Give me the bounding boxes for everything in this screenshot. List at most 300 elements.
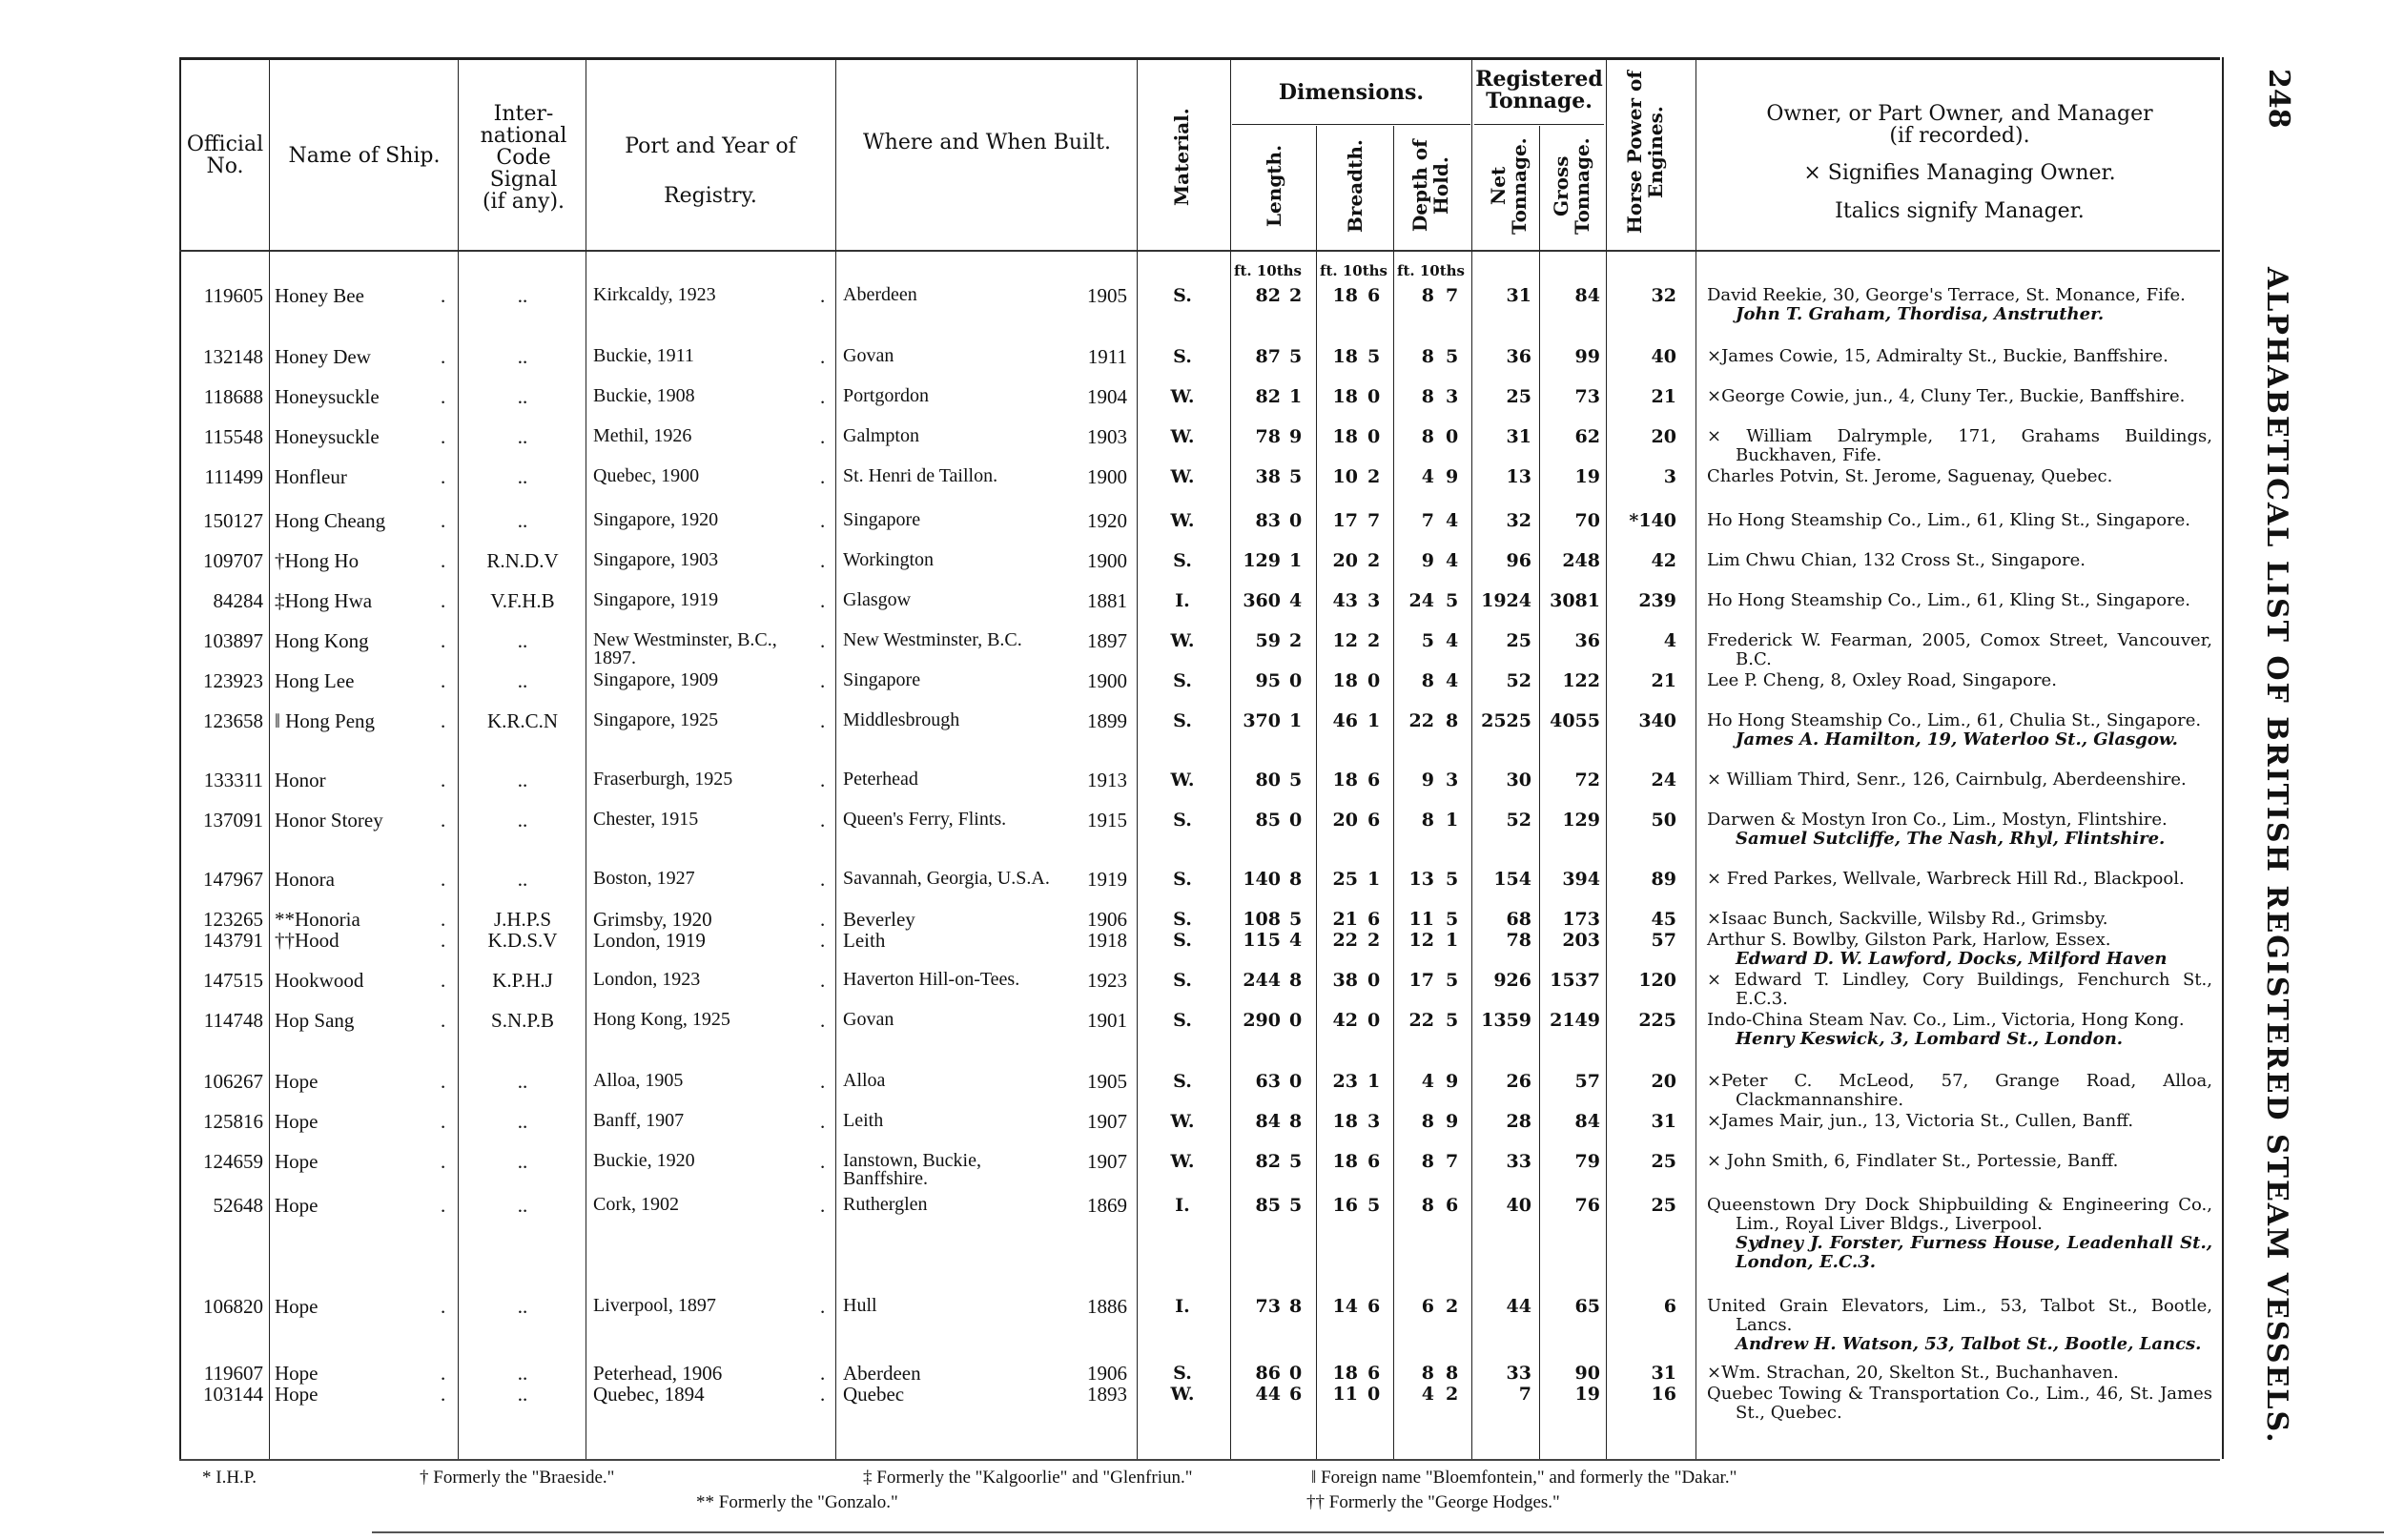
port-leader: . [820,1194,826,1217]
ship-name-leader: . [441,709,446,732]
gross-tonnage: 76 [1574,1195,1600,1216]
depth-ft: 22 [1408,1010,1434,1031]
port-leader: . [820,868,826,891]
material: W. [1170,466,1195,487]
owner-name: ×Peter C. McLeod, 57, Grange Road, Alloa, Clackmannanshire. [1707,1071,2212,1110]
owner-entry [1707,1385,2212,1423]
breadth-ft: 10 [1332,466,1358,487]
col-divider [1539,126,1540,1459]
horse-power: 40 [1651,346,1676,367]
depth-tenths: 9 [1446,466,1459,487]
year-built: 1906 [1087,1362,1127,1385]
place-built: Govan [843,345,894,366]
port-registry: Banff, 1907 [593,1110,685,1131]
length-tenths: 5 [1289,1151,1303,1172]
ship-name-leader: . [441,669,446,692]
material: I. [1175,590,1190,611]
owner-name: × John Smith, 6, Findlater St., Portessie, Banff. [1707,1151,2119,1171]
breadth-tenths: 0 [1367,670,1381,691]
ship-name: **Honoria [275,908,360,931]
port-registry: Quebec, 1900 [593,465,700,486]
port-registry: Buckie, 1908 [593,385,695,406]
horse-power: 20 [1651,1071,1676,1092]
port-leader: . [820,1362,826,1385]
breadth-ft: 18 [1332,346,1358,367]
length-tenths: 1 [1289,710,1303,731]
owner-name: Ho Hong Steamship Co., Lim., 61, Kling St., Singapore. [1707,590,2191,610]
official-no: 109707 [203,549,263,572]
ship-name: Honfleur [275,465,347,488]
breadth-tenths: 0 [1367,386,1381,407]
gross-tonnage: 1537 [1550,970,1600,991]
port-leader: . [820,1009,826,1032]
port-leader: . [820,1070,826,1093]
official-no: 119605 [203,284,263,307]
port-registry: Methil, 1926 [593,425,692,446]
length-tenths: 4 [1289,930,1303,951]
depth-tenths: 2 [1446,1296,1459,1317]
ship-name: Hope [275,1383,319,1406]
horse-power: 225 [1638,1010,1676,1031]
net-tonnage: 28 [1506,1111,1531,1132]
gross-tonnage: 248 [1562,550,1600,571]
net-tonnage: 44 [1506,1296,1531,1317]
length-tenths: 0 [1289,670,1303,691]
header-hp: Horse Power of Engines. [1623,71,1667,235]
breadth-tenths: 2 [1367,550,1381,571]
depth-tenths: 5 [1446,1010,1459,1031]
ship-name: Honora [275,868,335,891]
header-owner-sub: (if recorded). [1889,124,2030,148]
port-leader: . [820,1383,826,1406]
net-tonnage: 13 [1506,466,1531,487]
place-built: Singapore [843,509,921,530]
material: I. [1175,1296,1190,1317]
year-built: 1901 [1087,1009,1127,1032]
port-registry: Fraserburgh, 1925 [593,769,733,790]
year-built: 1886 [1087,1295,1127,1318]
length-tenths: 0 [1289,1071,1303,1092]
depth-tenths: 1 [1446,810,1459,831]
port-registry: Singapore, 1925 [593,709,719,730]
horse-power: 45 [1651,909,1676,930]
ship-name-leader: . [441,1194,446,1217]
header-dimensions: Dimensions. [1278,80,1425,105]
code-signal: .. [517,284,528,307]
length-tenths: 4 [1289,590,1303,611]
gross-tonnage: 122 [1562,670,1600,691]
depth-ft: 13 [1408,869,1434,890]
material: S. [1173,346,1192,367]
ship-name: Hookwood [275,969,364,992]
year-built: 1919 [1087,868,1127,891]
ship-name: Hope [275,1150,319,1173]
place-built: Singapore [843,669,921,690]
owner-entry [1707,467,2212,486]
header-owner-note-italics: Italics signify Manager. [1835,199,2085,223]
place-built: Alloa [843,1070,886,1091]
year-built: 1915 [1087,809,1127,832]
port-registry: Buckie, 1911 [593,345,694,366]
owner-entry [1707,1011,2212,1049]
port-leader: . [820,929,826,952]
ship-name-leader: . [441,908,446,931]
page-bottom-rule [372,1531,2384,1533]
gross-tonnage: 203 [1562,930,1600,951]
footnote-double-double-dagger: †† Formerly the "George Hodges." [1306,1492,1560,1512]
ship-name-leader: . [441,1383,446,1406]
code-signal: K.R.C.N [486,709,559,732]
header-owner: Owner, or Part Owner, and Manager [1766,102,2153,126]
breadth-tenths: 2 [1367,930,1381,951]
ship-name-leader: . [441,589,446,612]
year-built: 1913 [1087,769,1127,791]
official-no: 147967 [203,868,263,891]
port-registry: Grimsby, 1920 [593,908,712,931]
horse-power: *140 [1629,510,1676,531]
horse-power: 32 [1651,285,1676,306]
official-no: 147515 [203,969,263,992]
year-built: 1905 [1087,1070,1127,1093]
length-ft: 140 [1243,869,1281,890]
depth-tenths: 5 [1446,869,1459,890]
official-no: 103144 [203,1383,263,1406]
header-net: Net Tonnage. [1487,137,1531,235]
breadth-tenths: 6 [1367,770,1381,791]
official-no: 52648 [213,1194,263,1217]
owner-name: Queenstown Dry Dock Shipbuilding & Engineering Co., Lim., Royal Liver Bldgs., Liverpool. [1707,1195,2212,1234]
length-ft: 244 [1243,970,1281,991]
material: W. [1170,1111,1195,1132]
port-registry: Hong Kong, 1925 [593,1009,730,1030]
unit-depth: ft. 10ths [1397,262,1465,279]
owner-name: × William Dalrymple, 171, Grahams Buildings, Buckhaven, Fife. [1707,426,2212,465]
owner-name: × Edward T. Lindley, Cory Buildings, Fenchurch St., E.C.3. [1707,970,2212,1009]
material: S. [1173,1363,1192,1384]
horse-power: 42 [1651,550,1676,571]
owner-entry [1707,971,2212,1009]
net-tonnage: 26 [1506,1071,1531,1092]
official-no: 119607 [203,1362,263,1385]
depth-tenths: 9 [1446,1111,1459,1132]
breadth-tenths: 0 [1367,970,1381,991]
ship-name: Hope [275,1110,319,1133]
year-built: 1906 [1087,908,1127,931]
col-divider [269,57,270,1459]
length-ft: 82 [1255,1151,1281,1172]
breadth-tenths: 1 [1367,710,1381,731]
owner-entry [1707,711,2212,749]
depth-ft: 24 [1408,590,1434,611]
code-signal: V.F.H.B [490,589,555,612]
breadth-ft: 14 [1332,1296,1358,1317]
net-tonnage: 36 [1506,346,1531,367]
horse-power: 4 [1663,630,1676,651]
material: S. [1173,670,1192,691]
breadth-ft: 25 [1332,869,1358,890]
gross-tonnage: 70 [1574,510,1600,531]
year-built: 1904 [1087,385,1127,408]
horse-power: 24 [1651,770,1676,791]
breadth-ft: 20 [1332,810,1358,831]
depth-ft: 8 [1421,346,1434,367]
length-ft: 290 [1243,1010,1281,1031]
depth-ft: 8 [1421,670,1434,691]
ship-name: Honor Storey [275,809,383,832]
depth-tenths: 5 [1446,970,1459,991]
gross-tonnage: 79 [1574,1151,1600,1172]
col-divider [835,57,836,1459]
code-signal: J.H.P.S [493,908,552,931]
length-tenths: 5 [1289,770,1303,791]
length-ft: 84 [1255,1111,1281,1132]
manager-name: James A. Hamilton, 19, Waterloo St., Glasgow. [1736,729,2178,749]
depth-tenths: 1 [1446,930,1459,951]
material: S. [1173,970,1192,991]
ship-name-leader: . [441,465,446,488]
owner-name: United Grain Elevators, Lim., 53, Talbot St., Bootle, Lancs. [1707,1296,2212,1335]
col-divider [1230,57,1231,1459]
depth-tenths: 3 [1446,770,1459,791]
port-leader: . [820,425,826,448]
length-tenths: 2 [1289,285,1303,306]
length-ft: 38 [1255,466,1281,487]
manager-name: Edward D. W. Lawford, Docks, Milford Haven [1736,949,2168,969]
owner-entry [1707,591,2212,610]
official-no: 137091 [203,809,263,832]
port-registry: Quebec, 1894 [593,1383,705,1406]
net-tonnage: 33 [1506,1151,1531,1172]
owner-entry [1707,1112,2212,1131]
breadth-tenths: 0 [1367,1010,1381,1031]
ship-name: †Hong Ho [275,549,360,572]
code-signal: .. [517,629,528,652]
year-built: 1897 [1087,629,1127,652]
length-tenths: 5 [1289,346,1303,367]
depth-ft: 5 [1421,630,1434,651]
length-ft: 85 [1255,810,1281,831]
header-material: Material. [1170,108,1193,207]
place-built: Workington [843,549,935,570]
breadth-ft: 46 [1332,710,1358,731]
code-signal: .. [517,1070,528,1093]
col-divider [1606,57,1607,1459]
length-ft: 370 [1243,710,1281,731]
header-owner-note-managing: × Signifies Managing Owner. [1803,161,2116,185]
port-leader: . [820,1150,826,1173]
owner-entry [1707,286,2212,324]
unit-breadth: ft. 10ths [1320,262,1387,279]
port-registry: Kirkcaldy, 1923 [593,284,716,305]
manager-name: John T. Graham, Thordisa, Anstruther. [1736,304,2105,324]
ship-name-leader: . [441,549,446,572]
place-built: Hull [843,1295,877,1316]
port-registry: London, 1919 [593,929,706,952]
ship-name: Honeysuckle [275,425,380,448]
breadth-ft: 43 [1332,590,1358,611]
place-built: Aberdeen [843,284,917,305]
year-built: 1899 [1087,709,1127,732]
net-tonnage: 31 [1506,285,1531,306]
ship-name: ‖ Hong Peng [275,709,376,732]
depth-tenths: 7 [1446,285,1459,306]
owner-entry [1707,671,2212,690]
horse-power: 50 [1651,810,1676,831]
depth-ft: 9 [1421,770,1434,791]
port-registry: London, 1923 [593,969,701,990]
ship-name-leader: . [441,385,446,408]
ship-name: ††Hood [275,929,339,952]
net-tonnage: 7 [1518,1384,1531,1405]
material: S. [1173,1010,1192,1031]
breadth-ft: 18 [1332,670,1358,691]
ship-name-leader: . [441,284,446,307]
length-tenths: 8 [1289,970,1303,991]
length-ft: 44 [1255,1384,1281,1405]
gross-tonnage: 84 [1574,285,1600,306]
breadth-ft: 18 [1332,1363,1358,1384]
breadth-ft: 38 [1332,970,1358,991]
owner-name: David Reekie, 30, George's Terrace, St. Monance, Fife. [1707,285,2186,305]
manager-name: Samuel Sutcliffe, The Nash, Rhyl, Flintshire. [1736,829,2166,849]
depth-tenths: 4 [1446,630,1459,651]
length-tenths: 6 [1289,1384,1303,1405]
length-tenths: 2 [1289,630,1303,651]
horse-power: 57 [1651,930,1676,951]
gross-tonnage: 19 [1574,1384,1600,1405]
depth-ft: 8 [1421,1151,1434,1172]
ship-name-leader: . [441,929,446,952]
owner-entry [1707,1364,2212,1383]
depth-tenths: 4 [1446,670,1459,691]
official-no: 103897 [203,629,263,652]
col-divider [1393,126,1394,1459]
gross-tonnage: 129 [1562,810,1600,831]
net-tonnage: 25 [1506,630,1531,651]
breadth-tenths: 0 [1367,1384,1381,1405]
ship-name-leader: . [441,1295,446,1318]
horse-power: 120 [1638,970,1676,991]
header-length: Length. [1263,144,1285,228]
owner-name: ×Wm. Strachan, 20, Skelton St., Buchanhaven. [1707,1363,2119,1383]
port-leader: . [820,1110,826,1133]
owner-entry [1707,870,2212,889]
table-bottom-rule [179,1459,2220,1461]
port-registry: Alloa, 1905 [593,1070,684,1091]
breadth-tenths: 3 [1367,1111,1381,1132]
place-built: Govan [843,1009,894,1030]
net-tonnage: 68 [1506,909,1531,930]
depth-tenths: 3 [1446,386,1459,407]
gross-tonnage: 394 [1562,869,1600,890]
depth-ft: 8 [1421,1195,1434,1216]
port-leader: . [820,345,826,368]
code-signal: .. [517,1150,528,1173]
breadth-tenths: 2 [1367,466,1381,487]
breadth-tenths: 6 [1367,285,1381,306]
gross-tonnage: 57 [1574,1071,1600,1092]
net-tonnage: 25 [1506,386,1531,407]
official-no: 111499 [204,465,263,488]
depth-tenths: 7 [1446,1151,1459,1172]
ship-name: Honey Dew [275,345,371,368]
net-tonnage: 31 [1506,426,1531,447]
net-tonnage: 1359 [1481,1010,1531,1031]
owner-entry [1707,1072,2212,1110]
port-registry: Singapore, 1919 [593,589,719,610]
official-no: 124659 [203,1150,263,1173]
depth-ft: 17 [1408,970,1434,991]
length-tenths: 1 [1289,386,1303,407]
owner-name: Lim Chwu Chian, 132 Cross St., Singapore. [1707,550,2086,570]
owner-name: Frederick W. Fearman, 2005, Comox Street, Vancouver, B.C. [1707,630,2212,669]
net-tonnage: 33 [1506,1363,1531,1384]
depth-ft: 8 [1421,1111,1434,1132]
horse-power: 25 [1651,1195,1676,1216]
length-tenths: 9 [1289,426,1303,447]
place-built: Savannah, Georgia, U.S.A. [843,868,1050,889]
depth-tenths: 8 [1446,710,1459,731]
gross-tonnage: 19 [1574,466,1600,487]
ship-name-leader: . [441,1009,446,1032]
col-divider [1137,57,1138,1459]
ship-name-leader: . [441,809,446,832]
port-leader: . [820,589,826,612]
depth-tenths: 5 [1446,346,1459,367]
gross-tonnage: 65 [1574,1296,1600,1317]
length-ft: 82 [1255,386,1281,407]
footnote-double-dagger: ‡ Formerly the "Kalgoorlie" and "Glenfriun." [863,1468,1193,1488]
breadth-ft: 18 [1332,426,1358,447]
ship-name-leader: . [441,969,446,992]
ship-name: Hong Kong [275,629,369,652]
ship-name: Hong Lee [275,669,355,692]
ship-name-leader: . [441,345,446,368]
length-ft: 83 [1255,510,1281,531]
ship-name: Hong Cheang [275,509,386,532]
length-tenths: 5 [1289,466,1303,487]
ship-name: ‡Hong Hwa [275,589,373,612]
gross-tonnage: 173 [1562,909,1600,930]
horse-power: 25 [1651,1151,1676,1172]
breadth-tenths: 3 [1367,590,1381,611]
code-signal: .. [517,868,528,891]
owner-entry [1707,770,2212,790]
port-leader: . [820,385,826,408]
material: S. [1173,550,1192,571]
material: W. [1170,386,1195,407]
owner-entry [1707,387,2212,406]
port-leader: . [820,908,826,931]
net-tonnage: 2525 [1481,710,1531,731]
ship-name-leader: . [441,1110,446,1133]
ship-name: Honor [275,769,326,791]
length-ft: 87 [1255,346,1281,367]
depth-ft: 8 [1421,285,1434,306]
unit-length: ft. 10ths [1234,262,1302,279]
code-signal: .. [517,1362,528,1385]
official-no: 132148 [203,345,263,368]
header-port: Port and Year of Registry. [625,134,796,208]
code-signal: .. [517,345,528,368]
net-tonnage: 30 [1506,770,1531,791]
gross-tonnage: 2149 [1550,1010,1600,1031]
official-no: 106267 [203,1070,263,1093]
material: W. [1170,770,1195,791]
owner-name: Lee P. Cheng, 8, Oxley Road, Singapore. [1707,670,2057,690]
footnote-parallel: ‖ Foreign name "Bloemfontein," and formerly the "Dakar." [1311,1468,1737,1488]
code-signal: .. [517,1110,528,1133]
